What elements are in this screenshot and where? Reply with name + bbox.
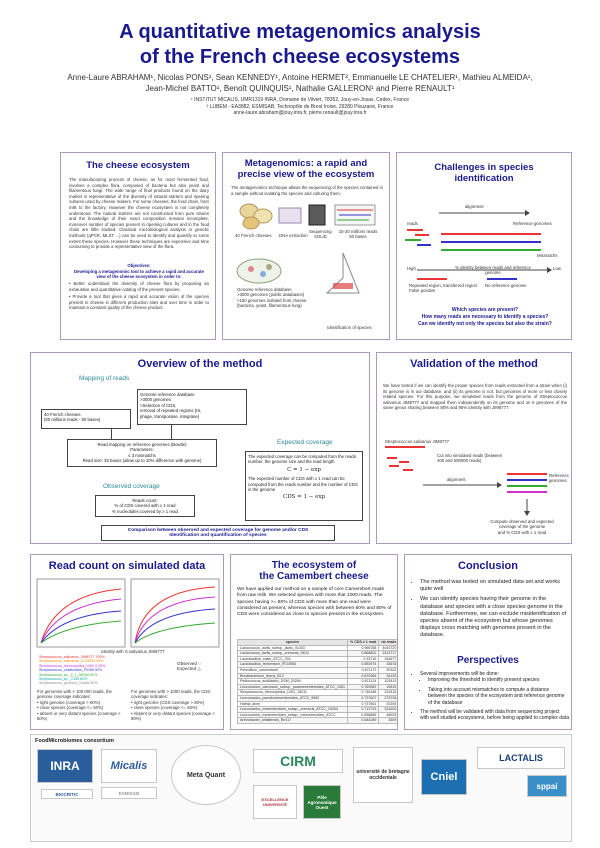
reads-cell: 3509: [379, 718, 398, 724]
legend-item: Streptococcus_salivarius_JIM8777 100%: [39, 655, 105, 659]
reads-cell: 220415: [379, 690, 398, 696]
affiliation-2: ² LUBEM - EA3882, ESMISAB, Technopôle de Brest Iroise, 29280 Plouzané, France: [206, 103, 394, 110]
metagenomics-intro: The metagenomics technique allows the sequencing of the species contained in a sample without isolating the species and culturing them.: [231, 185, 383, 196]
challenges-panel: [396, 152, 572, 340]
cds-cell: 0.769982: [348, 684, 379, 690]
label-high: High: [407, 266, 416, 271]
sequencer-image: [309, 205, 325, 225]
objectives-line: Developing a metagenomic tool to achieve a rapid and accurate view of the cheese ecosystem in order to:: [74, 268, 204, 280]
conclusion-bullet-1: • The method was tested on simulated data set and works quite well: [420, 579, 569, 593]
perspective-1a: • Improving the threshold to identify present species: [428, 677, 569, 683]
perspectives-list: [411, 671, 569, 725]
left-note-3: • close species (coverage <= 50%): [37, 705, 104, 711]
contact-email: anne-laure.abraham@jouy.inra.fr, pierre.renault@jouy.inra.fr: [233, 110, 367, 116]
perspective-1: Several improvements will be done:: [420, 671, 499, 677]
consortium-label: FoodMicrobiomes consortium: [35, 738, 114, 744]
cds-cell: 0.748188: [348, 690, 379, 696]
cds-cell: 0.870365: [348, 673, 379, 679]
logo-cniel: Cniel: [421, 759, 467, 795]
logo-metaquant: Meta Quant: [171, 745, 241, 805]
label-low: Low: [553, 266, 561, 271]
formula-2: CDS = 1 − exp: [283, 494, 325, 501]
readcount-legend: [39, 655, 179, 686]
challenges-title-line2: identification: [454, 173, 514, 184]
species-cell: Lactobacillus_fermentum_IFO3956: [238, 662, 348, 668]
logo-lactalis: LACTALIS: [477, 747, 565, 769]
poster-title-line2: of the French cheese ecosystems: [139, 46, 461, 68]
objectives-bullet-2: • Provide a tool that gives a rapid and accurate vision of the species present in cheese in different production sites and over time in order to maintain a constant quality of the cheese product.: [69, 294, 209, 311]
cds-cell: 0.871173: [348, 667, 379, 673]
species-cell: Penicillium_camemberti: [238, 667, 348, 673]
species-cell: Arthrobacter_arilaitensis_Re117: [238, 718, 348, 724]
cds-cell: 0.93716: [348, 656, 379, 662]
ecosystem-title: [231, 560, 397, 582]
validation-text: We have tested if we can identify the proper species from reads extracted from a strain when (i) its genome is in our database, and (ii) its genome is not, but genomes of more or less closely related species. For this purpose, we simulated reads from the genome of Streptococcus salivarius JIM8777 and mapped them independently on its genome and on 6 genomes of the same genus sharing between 80% and 95% identity with JIM8777.: [383, 383, 567, 411]
cut-line-1: Cut into simulated reads (between: [437, 453, 503, 458]
reads-cell: 40322: [379, 667, 398, 673]
species-cell: Lactococcus_lactis_subsp._cremoris_SK11: [238, 651, 348, 657]
logo-micalis: Micalis: [101, 749, 157, 783]
species-cell: Hafnia_alvei: [238, 701, 348, 707]
metagenomics-title-line1: Metagenomics: a rapid and: [244, 158, 368, 169]
reads-cell: 103413: [379, 679, 398, 685]
reads-cell: 154677: [379, 656, 398, 662]
db-title: Genome reference database: [237, 287, 292, 292]
box-reference-database: Genome reference database >3000 genomes >Selection of CDS, removal of repeated regions (IS, phage, transposase, integrase): [137, 389, 247, 425]
left-note-2: • right genome (coverage > 60%): [37, 699, 101, 705]
readcount-title: Read count on simulated data: [48, 560, 206, 572]
question-title: Which species are present?: [451, 307, 519, 313]
species-cell: Leuconostoc_pseudomesenteroides_ATCC_9952: [238, 695, 348, 701]
label-cheeses: 40 French cheeses: [235, 233, 272, 238]
table-row: [238, 695, 399, 701]
box-comparison: Comparison between observed and expected coverage for genome and/or CDS Identification and quantification of species: [101, 525, 335, 541]
label-reference-genomes: Reference genomes: [513, 221, 552, 226]
label-bases: 50 bases: [349, 234, 367, 240]
reads-cell: 2413717: [379, 651, 398, 657]
legend-item: Streptococcus_sp._2_1_36FAA 90%: [39, 672, 98, 677]
species-cell: Lactococcus_lactis_subsp._lactis_Il1403: [238, 645, 348, 651]
label-reads: reads: [407, 221, 418, 226]
table-header: species % CDS ≥ 1 read nb reads: [238, 640, 399, 646]
conclusion-list: [411, 579, 569, 643]
affiliation-1: ¹ INSTITUT MICALIS, UMR1319 INRA, Domaine de Vilvert, 78352, Jouy-en-Josas, Cedex, France: [191, 97, 409, 103]
legend-item: Streptococcus_gordonii_Challis 80%: [39, 681, 98, 686]
db-line-2: >150 genomes isolated from cheese: [237, 297, 307, 303]
conclusion-title: Conclusion: [458, 560, 518, 572]
cds-cell: 0.868802: [348, 651, 379, 657]
perspective-1b: • Taking into account mismatches to compute a distance between the species of the ecosystem and reference genome of the database: [428, 687, 569, 706]
genome-database-image: [237, 259, 281, 283]
objectives-bullet-1: • Better understand the diversity of cheese flora by proposing an exhaustive and quantitative catalog of the present species.: [69, 281, 209, 292]
cheese-ecosystem-title: The cheese ecosystem: [86, 160, 190, 171]
logo-cirm: CIRM: [253, 749, 343, 773]
label-dna-extraction: DNA extraction: [279, 233, 308, 238]
cheese-ecosystem-panel: [60, 152, 216, 340]
logo-pole-agronomique: Pôle Agronomique Ouest: [303, 785, 341, 819]
logo-sppai: sppai: [527, 775, 567, 797]
ecosystem-table: [237, 639, 398, 724]
expected-marker: Expected △: [177, 666, 201, 672]
reads-cell: 33678: [379, 662, 398, 668]
label-reads: 15-20 millions reads: [338, 229, 378, 234]
validation-alignment: alignment: [447, 477, 466, 482]
label-solid: SOLiD: [314, 234, 327, 240]
readcount-panel: [30, 554, 224, 730]
label-mismatchs: Mismatchs: [537, 253, 558, 258]
legend-item: Streptococcus_sp._C150 82%: [39, 677, 88, 682]
affiliations: [0, 97, 600, 117]
reads-cell: 34139: [379, 673, 398, 679]
overview-panel: [30, 352, 370, 544]
cds-cell: 0.644289: [348, 718, 379, 724]
expected-text-1: The expected coverage can be computed from the reads number, the genome size and the read length: [248, 454, 356, 465]
reads-cell: 19615: [379, 684, 398, 690]
expected-tag: Expected coverage: [277, 439, 333, 446]
validation-ref-2: genomes: [549, 478, 567, 484]
species-cell: Streptococcus_thermophilus_LMG_18311: [238, 690, 348, 696]
logo-biocritic: BIOCRITIC: [41, 789, 93, 799]
label-identity: % identity between reads and reference genome: [455, 265, 531, 276]
legend-item: Streptococcus_salivarius_CCHSS3 95%: [39, 659, 104, 664]
species-cell: Lactobacillus_casei_ATCC_334: [238, 656, 348, 662]
logo-excellence: EXCELLENCE UNIVERSITÉ: [253, 785, 297, 819]
table-row: [238, 707, 399, 713]
compute-line-2: coverage of the genome: [498, 524, 546, 530]
box-expected: [245, 451, 363, 521]
cds-cell: 0.737607: [348, 695, 379, 701]
logo-ubo: université de bretagne occidentale: [353, 747, 413, 803]
identity-label: Identity with S.salivarius JIM8777: [101, 649, 165, 654]
legend-item: Streptococcus_vestibularis_F0396 92%: [39, 668, 103, 673]
mapping-tag: Mapping of reads: [79, 375, 130, 382]
db-line-1: >3000 genomes (public databases): [237, 292, 305, 298]
db-line-3: (bacteria, yeast, filamentous fung): [237, 303, 302, 309]
species-cell: Leuconostoc_carnosum_subsp._paramesenteroides_ATCC_1451: [238, 684, 348, 690]
formula-1: C = 1 − exp: [287, 466, 321, 473]
table-row: [238, 712, 399, 718]
expected-text-2: The expected number of CDS with ≥ 1 read can be computed from the reads number and the number of CDS in the genome: [248, 476, 358, 493]
right-note-2: • right genome (CDS coverage > 80%): [131, 699, 205, 705]
ecosystem-title-line2: the Camembert cheese: [259, 571, 369, 582]
reads-cell: 273738: [379, 695, 398, 701]
cds-cell: 0.737561: [348, 701, 379, 707]
table-row: [238, 718, 399, 724]
label-false-positive: False positive: [409, 288, 436, 294]
dna-extraction-image: [279, 208, 301, 223]
cut-line-2: 400 and 500000 reads): [437, 458, 482, 464]
authors-line1: Anne-Laure ABRAHAM¹, Nicolas PONS¹, Sean KENNEDY¹, Antoine HERMET², Emmanuelle LE CHATELIER¹, Mathieu ALMEIDA¹,: [67, 73, 533, 82]
species-cell: Leuconostoc_mesenteroides_subsp._mesenteroides_ATCC: [238, 712, 348, 718]
reads-cell: 48934: [379, 712, 398, 718]
perspectives-title: Perspectives: [457, 655, 519, 666]
validation-panel: [376, 352, 572, 544]
strain-label: Streptococcus salivarius JIM8777: [385, 439, 450, 444]
reads-cell: 20294: [379, 701, 398, 707]
conclusion-bullet-2: • We can identify species having their genome in the database and species with a close species genome in the database. Furthermore, we can exclude misidentification of species absent of the ecosystem but whose genomes displays cross matching with genomes present in the database.: [420, 596, 569, 639]
left-note-4: • absent or very distant species (coverage < 50%): [37, 710, 121, 722]
label-repeated-region: Repeated region, transferred region: [409, 283, 478, 288]
overview-title: Overview of the method: [137, 358, 263, 370]
metagenomics-title-line2: precise view of the ecosystem: [237, 169, 375, 180]
poster-title: [0, 20, 600, 70]
logo-esmisab: ESMISAB: [101, 787, 157, 799]
species-cell: Leuconostoc_mesenteroides_subsp._cremoris_ATCC_19254: [238, 707, 348, 713]
box-read-mapping: Read mapping on reference genomes (Bowtie) Parameters: ≤ 3 mismatchs Read size: 35 bases (allow up to 10% difference with genome): [67, 439, 217, 467]
cds-cell: 0.658885: [348, 712, 379, 718]
box-observed: Reads count: % of CDS covered with ≥ 1 read % nucleotides covered by ≥ 1 read: [95, 495, 195, 517]
observed-tag: Observed coverage: [103, 483, 160, 490]
authors: [0, 72, 600, 94]
poster-title-line1: A quantitative metagenomics analysis: [119, 21, 481, 43]
cds-cell: 0.853974: [348, 662, 379, 668]
footer: [30, 734, 572, 842]
question-2: Can we identify not only the species but also the strain?: [418, 321, 552, 327]
label-sequencing: Sequencing: [309, 229, 332, 234]
cds-cell: 0.871124: [348, 679, 379, 685]
cheese-ecosystem-text: The manufacturing process of cheese, as for most fermented food, involves a complex flora, composed of bacteria but also yeast and filamentous fungi. The wide range of final products found on the dairy market is representative of the diversity of natural starters and ripening cultures used by cheese makers. For some cheeses, the food chain, from milk to the factory. However the cheese ecosystem is not completely understood. The natural starters are not constructed from pure strains and the knowledge of their exact composition remains incomplete, moreover number of species present in ripening cultures and in the food chain are little studied. Classical microbiological analysis or genetic methods (qPCR, MLST ...) can be used to identify and quantify to some extent these species. However these techniques are expensive and time consuming to provide a representative view of the flora.: [69, 177, 209, 250]
perspective-2: • The method will be validated with data from sequencing project with well studied ecosystems, before being applied to complex data: [420, 709, 569, 722]
validation-diagram: [377, 353, 572, 544]
metagenomics-diagram: [223, 153, 390, 340]
ecosystem-text: We have applied our method on a sample of core Camembert made from raw milk. We selected species with more that 1000 reads. The species having >= 80% of CDS with more than one read were considered as present, whereas species with between 60% and 80% of CDS were considered as close to species present in the ecosystem.: [237, 587, 392, 618]
question-1: How many reads are necessary to identify a species?: [421, 314, 549, 320]
label-no-reference: No reference genome: [485, 283, 527, 288]
observed-marker: Observed ○: [177, 661, 201, 666]
validation-ref-1: Reference: [549, 473, 569, 478]
legend-item: Streptococcus_thermophilus_LMD-9 93%: [39, 663, 106, 668]
logo-inra: INRA: [37, 749, 93, 783]
challenges-title-line1: Challenges in species: [434, 162, 534, 173]
compute-line-3: and % CDS with ≥ 1 read: [497, 529, 547, 535]
species-cell: Pediococcus_acidilactici_DSM_20284: [238, 679, 348, 685]
reads-cell: 4043720: [379, 645, 398, 651]
objectives-title: Objectives:: [127, 263, 151, 268]
label-identification: Identification of species: [327, 325, 372, 330]
authors-line2: Jean-Michel BATTO¹, Benoît QUINQUIS¹, Nathalie GALLERON¹ and Pierre RENAULT¹: [145, 84, 455, 93]
left-note-1: For genomes with > 100 000 reads, the genome coverage indicates:: [37, 689, 112, 700]
right-note-4: • Absent or very distant species (coverage < 60%): [131, 710, 215, 722]
ecosystem-title-line1: The ecosystem of: [271, 560, 357, 571]
species-cell: Brevibacterium_linens_BL2: [238, 673, 348, 679]
label-alignment: alignment: [465, 204, 484, 209]
cds-cell: 0.713733: [348, 707, 379, 713]
right-note-1: For genomes with > 1000 reads, the CDS coverage indicates:: [131, 689, 211, 700]
cheese-image: [243, 217, 259, 229]
cds-cell: 0.966788: [348, 645, 379, 651]
compute-line-1: Compute observed and expected: [490, 519, 554, 524]
ecosystem-panel: [230, 554, 398, 730]
box-cheeses: 40 French cheeses (50 millions reads - 50 bases): [41, 409, 131, 429]
conclusion-panel: [404, 554, 572, 730]
right-note-3: • close species (coverage <= 60%): [131, 705, 198, 711]
table-row: [238, 684, 399, 690]
metagenomics-panel: [222, 152, 390, 340]
reads-cell: 331620: [379, 707, 398, 713]
validation-title: Validation of the method: [410, 358, 538, 370]
